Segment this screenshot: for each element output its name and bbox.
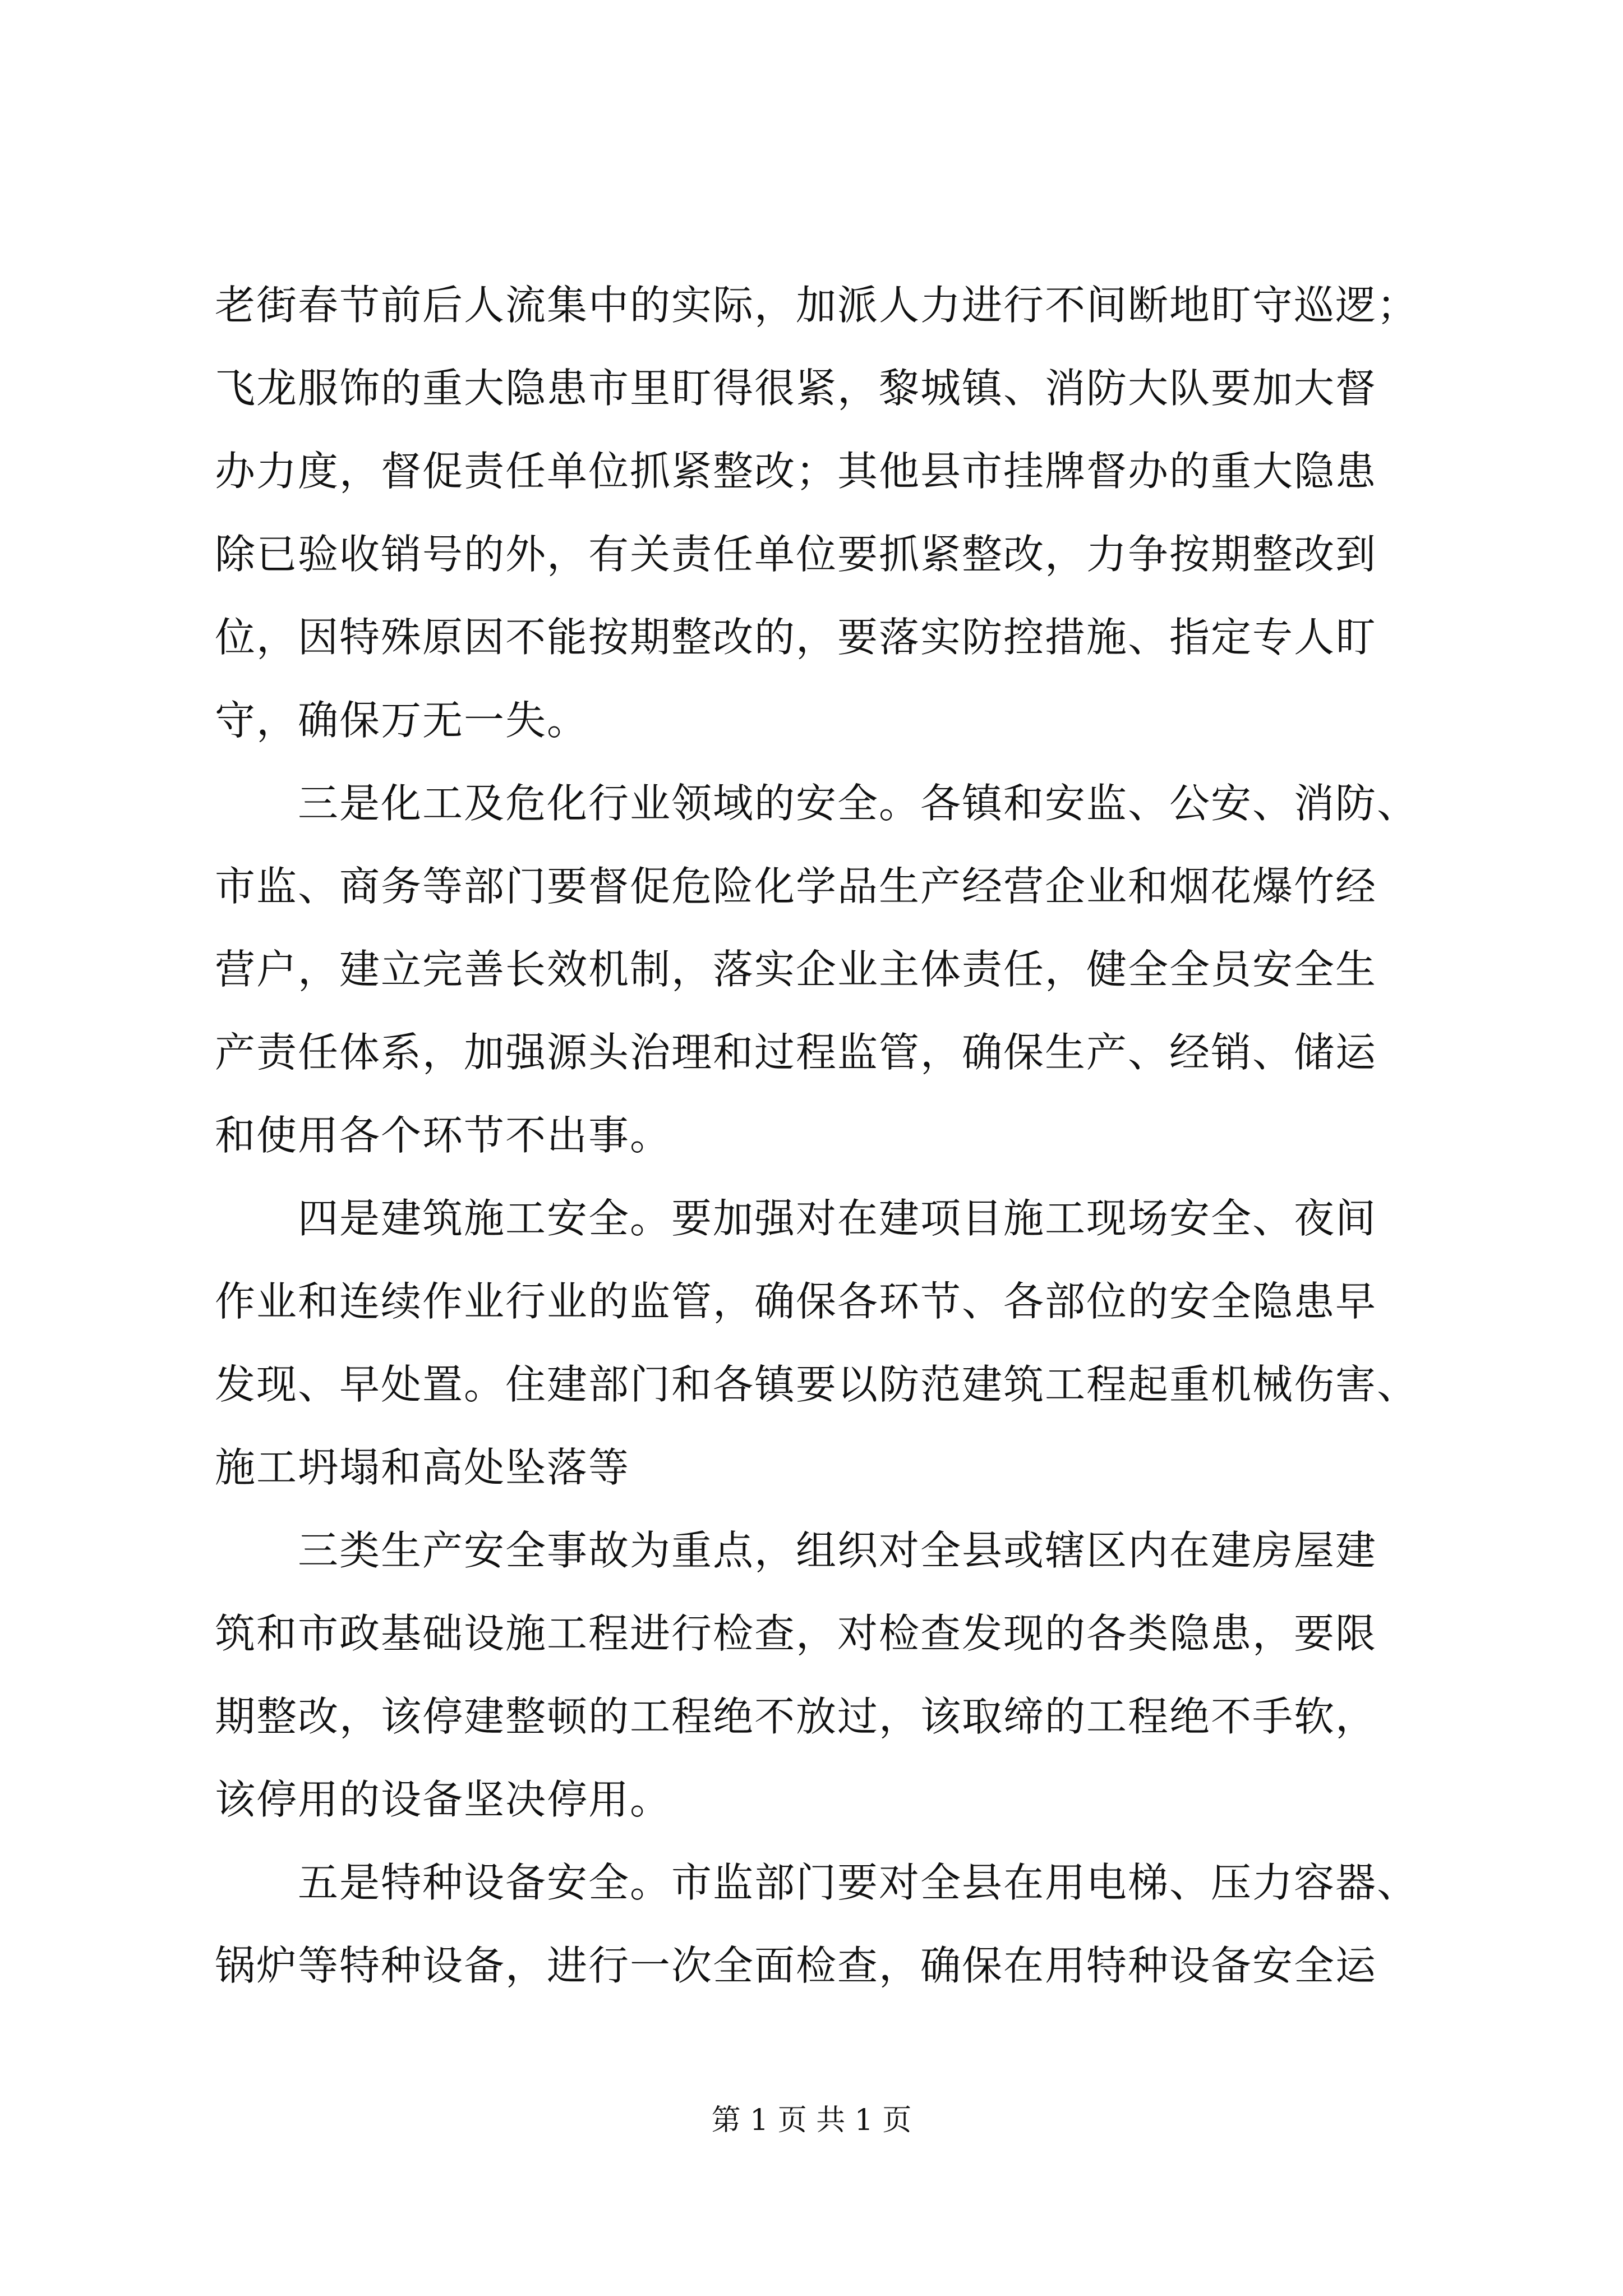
text-line: 四是建筑施工安全。要加强对在建项目施工现场安全、夜间 — [215, 1195, 1377, 1242]
text-line: 老街春节前后人流集中的实际，加派人力进行不间断地盯守巡逻； — [215, 282, 1419, 329]
text-line: 五是特种设备安全。市监部门要对全县在用电梯、压力容器、 — [215, 1859, 1419, 1906]
text-line: 营户，建立完善长效机制，落实企业主体责任，健全全员安全生 — [215, 946, 1377, 993]
text-line: 飞龙服饰的重大隐患市里盯得很紧，黎城镇、消防大队要加大督 — [215, 365, 1377, 412]
text-line: 除已验收销号的外，有关责任单位要抓紧整改，力争按期整改到 — [215, 531, 1377, 578]
text-line: 锅炉等特种设备，进行一次全面检查，确保在用特种设备安全运 — [215, 1942, 1377, 1989]
text-line: 施工坍塌和高处坠落等 — [215, 1444, 630, 1491]
text-line: 守，确保万无一失。 — [215, 697, 589, 744]
page-footer: 第 1 页 共 1 页 — [711, 2104, 912, 2137]
document-body — [215, 264, 1421, 2007]
text-line: 位，因特殊原因不能按期整改的，要落实防控措施、指定专人盯 — [215, 614, 1377, 661]
text-line: 三类生产安全事故为重点，组织对全县或辖区内在建房屋建 — [215, 1527, 1377, 1574]
text-line: 市监、商务等部门要督促危险化学品生产经营企业和烟花爆竹经 — [215, 863, 1377, 910]
text-line: 作业和连续作业行业的监管，确保各环节、各部位的安全隐患早 — [215, 1278, 1377, 1325]
text-line: 产责任体系，加强源头治理和过程监管，确保生产、经销、储运 — [215, 1029, 1377, 1076]
text-line: 该停用的设备坚决停用。 — [215, 1776, 672, 1823]
text-line: 发现、早处置。住建部门和各镇要以防范建筑工程起重机械伤害、 — [215, 1361, 1419, 1408]
text-line: 办力度，督促责任单位抓紧整改；其他县市挂牌督办的重大隐患 — [215, 448, 1377, 495]
text-line: 和使用各个环节不出事。 — [215, 1112, 672, 1159]
text-line: 三是化工及危化行业领域的安全。各镇和安监、公安、消防、 — [215, 780, 1419, 827]
text-line: 期整改，该停建整顿的工程绝不放过，该取缔的工程绝不手软， — [215, 1693, 1377, 1740]
text-line: 筑和市政基础设施工程进行检查，对检查发现的各类隐患，要限 — [215, 1610, 1377, 1657]
